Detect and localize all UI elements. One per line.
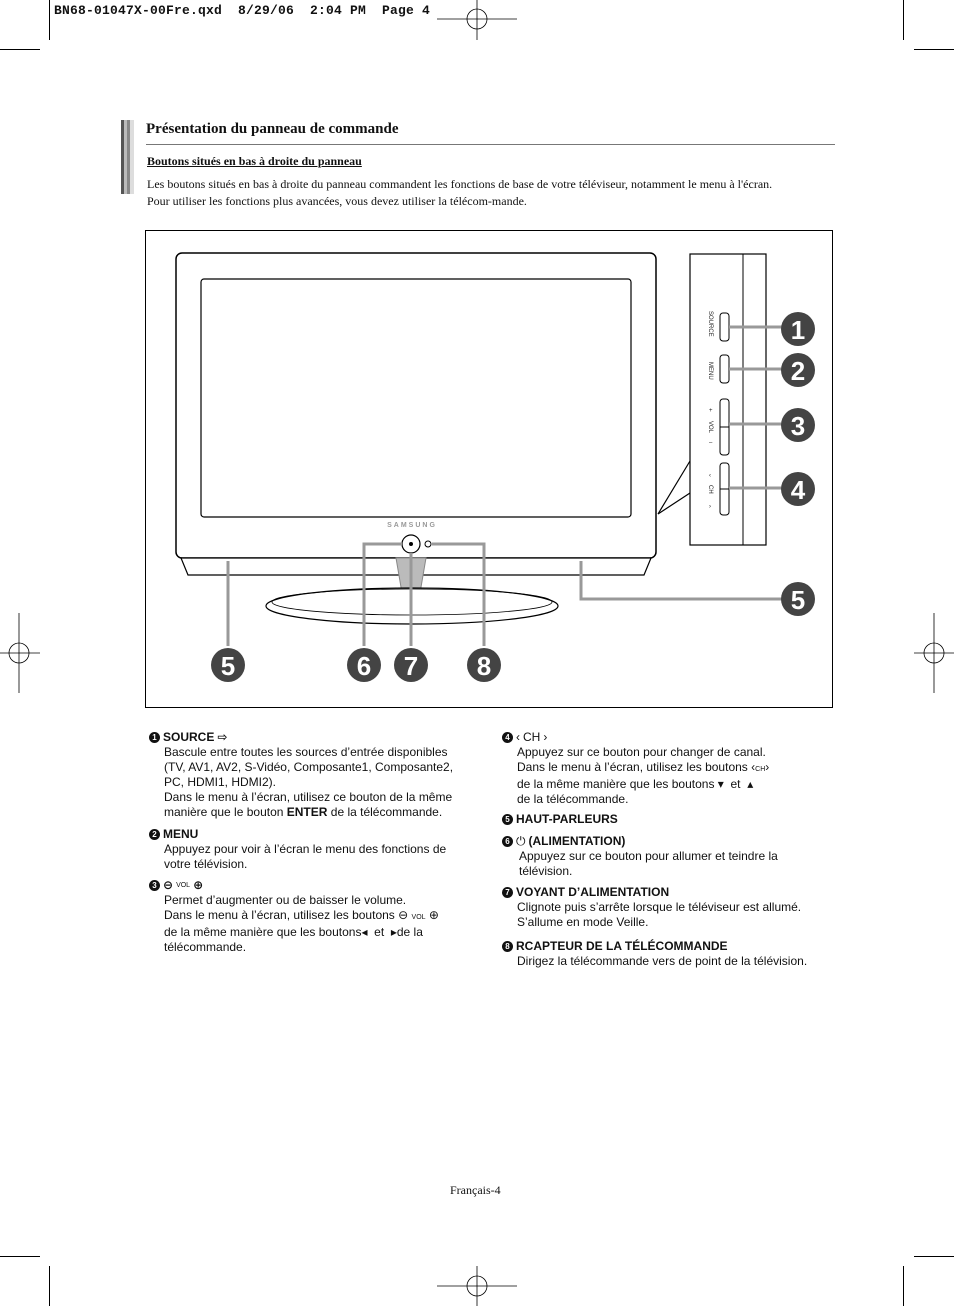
section-marker-bar	[121, 120, 134, 194]
down-triangle-icon: ▾	[717, 777, 724, 791]
callout-4	[781, 472, 815, 506]
brand-logo: SAMSUNG	[387, 522, 437, 529]
chevron-right-icon: ›	[543, 730, 548, 744]
svg-text:‹: ‹	[709, 473, 711, 479]
svg-text:1: 1	[790, 315, 806, 345]
menu-button-shape	[720, 355, 729, 383]
callout-3	[781, 408, 815, 442]
svg-text:8: 8	[476, 651, 492, 681]
svg-text:4: 4	[790, 475, 806, 505]
page-footer: Français-4	[450, 1183, 501, 1197]
intro-paragraph	[147, 176, 827, 210]
chevron-right-icon: ›	[765, 760, 770, 774]
source-button-shape	[720, 313, 729, 341]
chevron-left-icon: ‹	[516, 730, 520, 744]
subsection-title: Boutons situés en bas à droite du panneau	[147, 154, 362, 168]
item-title: VOYANT D’ALIMENTATION	[516, 885, 670, 899]
callout-5-left	[211, 648, 245, 682]
source-icon: ⇨	[217, 730, 228, 744]
up-triangle-icon: ▴	[747, 777, 754, 791]
power-indicator-shape	[425, 541, 431, 547]
panel-label-ch: CH	[707, 485, 713, 494]
title-divider	[146, 144, 835, 145]
right-triangle-icon: ▸	[390, 925, 397, 939]
plus-circle-icon: ⊕	[428, 908, 439, 922]
power-icon: ⏻	[516, 834, 526, 848]
left-triangle-icon: ◂	[361, 925, 368, 939]
svg-text:–: –	[709, 440, 713, 446]
callout-1	[781, 312, 815, 346]
panel-label-vol: VOL	[707, 421, 713, 434]
svg-text:2: 2	[790, 356, 806, 386]
callout-8	[467, 648, 501, 682]
item-power: 6 ⏻ (ALIMENTATION) Appuyez sur ce bouton pour allumer et teindre la télévision.	[517, 834, 837, 879]
minus-circle-icon: ⊖	[163, 878, 174, 892]
tv-illustration	[146, 231, 834, 709]
item-title: RCAPTEUR DE LA TÉLÉCOMMANDE	[516, 939, 728, 953]
item-number-badge: 1	[149, 732, 160, 743]
item-menu: 2 MENU Appuyez pour voir à l’écran le menu des fonctions de votre télévision.	[164, 827, 484, 872]
tv-diagram	[145, 230, 833, 708]
svg-text:+: +	[709, 408, 713, 414]
item-title: MENU	[163, 827, 199, 841]
callout-6	[347, 648, 381, 682]
item-channel: 4 ‹ CH › Appuyez sur ce bouton pour changer de canal. Dans le menu à l’écran, utilisez les boutons ‹CH› de la même manière que les boutons ▾ et ▴ de la télécommande.	[517, 730, 837, 807]
plus-circle-icon: ⊕	[193, 878, 204, 892]
svg-text:5: 5	[790, 585, 806, 615]
svg-text:6: 6	[356, 651, 372, 681]
intro-line: Pour utiliser les fonctions plus avancées, vous devez utiliser la télécom-mande.	[147, 194, 527, 208]
tv-screen	[201, 279, 631, 517]
item-title: HAUT-PARLEURS	[516, 812, 618, 826]
item-title: SOURCE	[163, 730, 215, 744]
svg-text:7: 7	[403, 651, 419, 681]
item-speakers: 5 HAUT-PARLEURS	[517, 812, 837, 827]
callout-5-right	[781, 582, 815, 616]
print-header: BN68-01047X-00Fre.qxd 8/29/06 2:04 PM Page 4	[54, 3, 431, 18]
item-source: 1 SOURCE ⇨ Bascule entre toutes les sources d’entrée disponibles (TV, AV1, AV2, S-Vidéo, Composante1, Composante2, PC, HDMI1, HDMI2). Dans le menu à l’écran, utilisez ce bouton de la même manière que le bouton ENTER de la télécommande.	[164, 730, 484, 820]
intro-line: Les boutons situés en bas à droite du panneau commandent les fonctions de base de votre téléviseur, notamment le menu à l'écran.	[147, 177, 773, 191]
svg-text:5: 5	[220, 651, 236, 681]
item-title: (ALIMENTATION)	[528, 834, 626, 848]
panel-label-menu: MENU	[707, 362, 713, 380]
callout-2	[781, 353, 815, 387]
minus-circle-icon: ⊖	[398, 908, 409, 922]
chevron-left-icon: ‹	[751, 760, 756, 774]
svg-text:›: ›	[709, 504, 711, 510]
item-power-indicator: 7 VOYANT D’ALIMENTATION Clignote puis s’arrête lorsque le téléviseur est allumé. S’allume en mode Veille.	[517, 885, 837, 930]
callout-7	[394, 648, 428, 682]
section-title: Présentation du panneau de commande	[146, 121, 399, 137]
item-volume: 3 ⊖ VOL ⊕ Permet d’augmenter ou de baisser le volume. Dans le menu à l’écran, utilisez les boutons ⊖ VOL ⊕ de la même manière que les boutons◂ et ▸de la télécommande.	[164, 878, 484, 955]
panel-label-source: SOURCE	[707, 311, 713, 337]
item-remote-sensor: 8 RCAPTEUR DE LA TÉLÉCOMMANDE Dirigez la télécommande vers de point de la télévision.	[517, 939, 837, 969]
svg-text:3: 3	[790, 411, 806, 441]
